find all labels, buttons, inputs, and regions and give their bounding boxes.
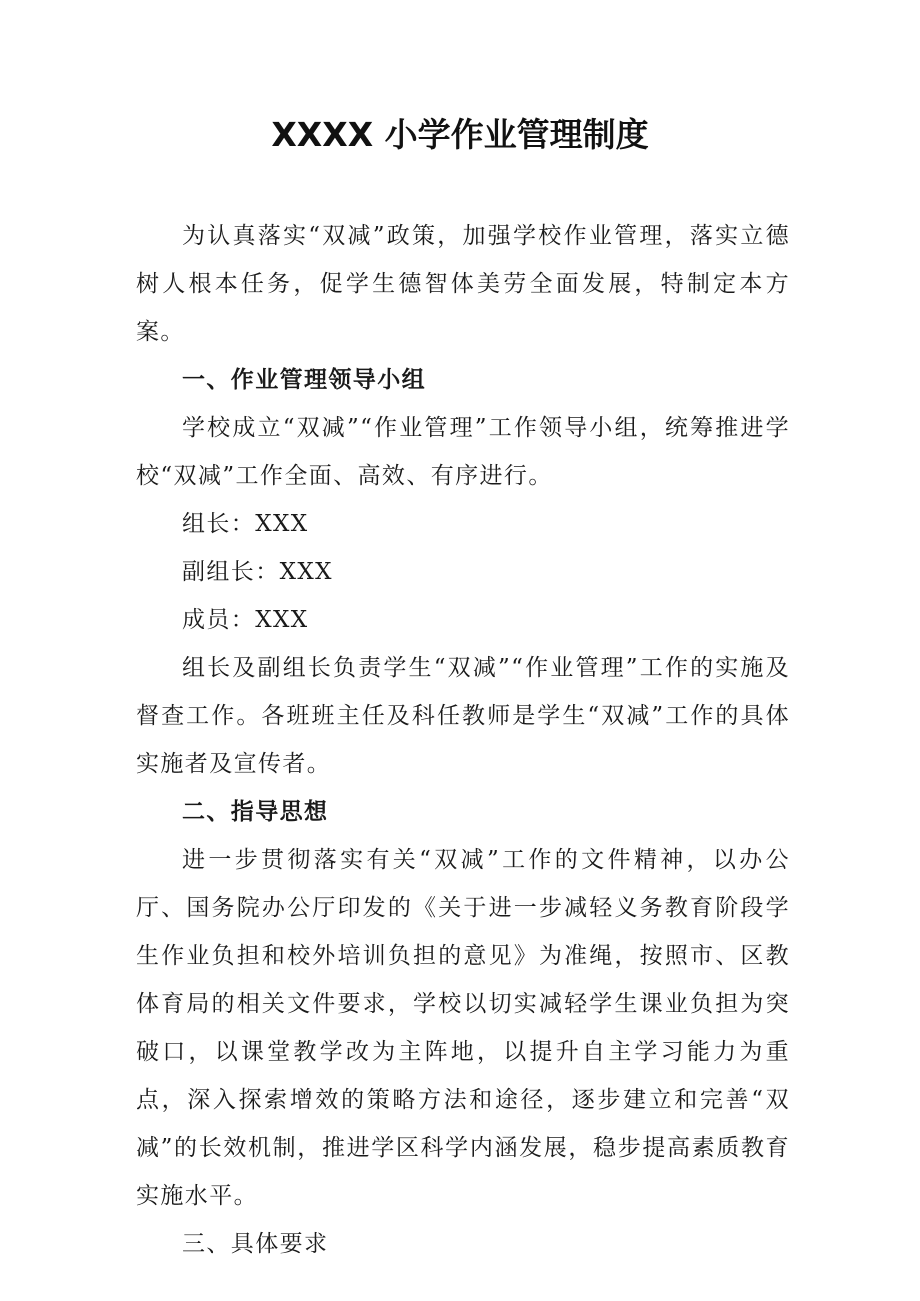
members-line: 成员：XXX (182, 607, 309, 633)
section-2-paragraph-1: 进一步贯彻落实有关“双减”工作的文件精神，以办公厅、国务院办公厅印发的《关于进一步减轻义务教育阶段学生作业负担和校外培训负担的意见》为准绳，按照市、区教体育局的相关文件要求，学校以切实减轻学生课业负担为突破口，以课堂教学改为主阵地，以提升自主学习能力为重点，深入探索增效的策略方法和途径，逐步建立和完善“双减”的长效机制，推进学区科学内涵发展，稳步提高素质教育实施水平。 (136, 847, 790, 1209)
section-1-paragraph-1: 学校成立“双减”“作业管理”工作领导小组，统筹推进学校“双减”工作全面、高效、有序进行。 (136, 415, 790, 489)
document-title: XXXX 小学作业管理制度 (271, 115, 649, 154)
section-1-heading: 一、作业管理领导小组 (182, 367, 426, 393)
leader-line: 组长：XXX (182, 511, 309, 537)
section-2-heading: 二、指导思想 (182, 799, 329, 825)
intro-paragraph: 为认真落实“双减”政策，加强学校作业管理，落实立德树人根本任务，促学生德智体美劳全面发展，特制定本方案。 (136, 223, 790, 345)
section-1-paragraph-2: 组长及副组长负责学生“双减”“作业管理”工作的实施及督查工作。各班班主任及科任教师是学生“双减”工作的具体实施者及宣传者。 (136, 655, 790, 777)
deputy-leader-line: 副组长：XXX (182, 559, 333, 585)
section-3-heading: 三、具体要求 (182, 1231, 329, 1257)
document-body (136, 212, 790, 1268)
